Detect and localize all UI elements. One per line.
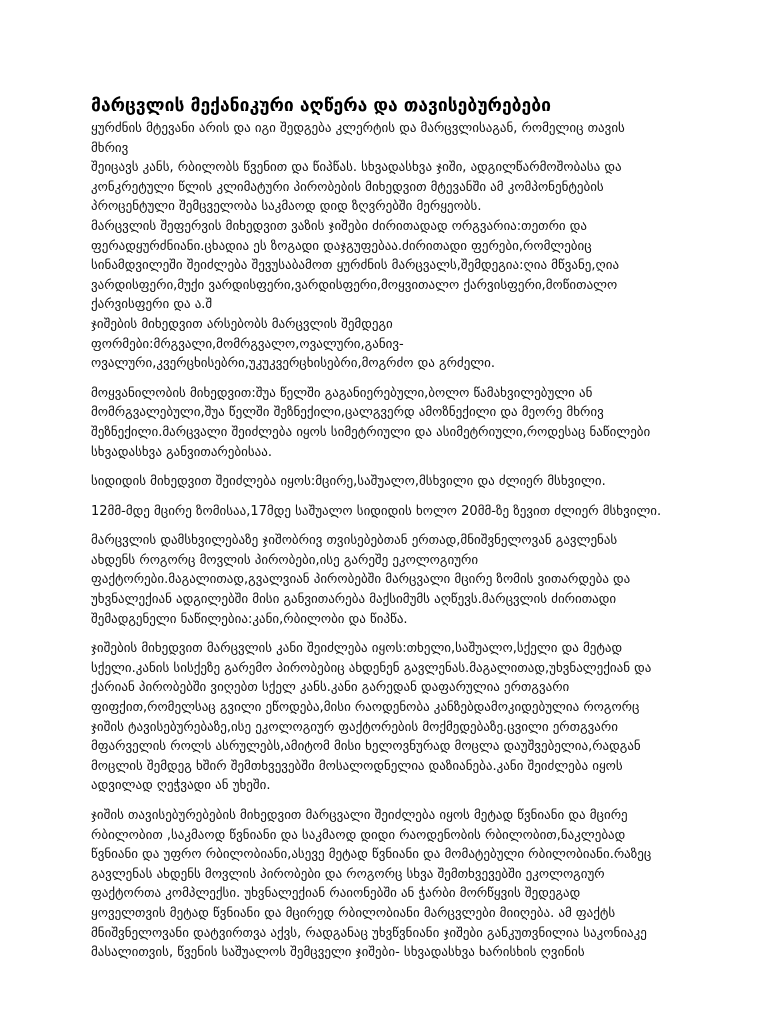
text-line: მფარველის როლს ასრულებს,ამიტომ მისი ხელოვნურად მოცლა დაუშვებელია,რადგან [91,739,641,755]
text-line: ფიფქით,რომელსაც გვილი ეწოდება,მისი რაოდენობა კანზებდამოკიდებულია როგორც [91,700,640,716]
text-line: მომრგვალებული,შუა წელში შეზნექილი,ცალგვერდ ამოზნექილი და მეორე მხრივ [91,405,604,421]
text-line: ახდენს როგორც მოვლის პირობები,ისე გარეშე ეკოლოგიური [91,552,479,568]
text-line: ჯიშის თავისებურებების მიხედვით მარცვალი შეიძლება იყოს მეტად წვნიანი და მცირე [91,808,628,823]
paragraph [91,384,691,462]
text-line: გავლენას ახდენს მოვლის პირობები და როგორც სხვა შემთხვევებში ეკოლოგიურ [91,866,605,882]
text-line: სინამდვილეში შეიძლება შევუსაბამოთ ყურძნის მარცვალს,შემდეგია:ღია მწვანე,ღია [91,258,620,274]
text-line: ადვილად ღეჭვადი ან უხეში. [91,778,271,794]
text-line: მარცვლის შეფერვის მიხედვით ვაზის ჯიშები ძირითადად ორგვარია:თეთრი და [91,218,588,234]
text-line: ჯიშის ტავისებურებაზე,ისე ეკოლოგიურ ფაქტორების მოქმედებაზე.ცვილი ერთგვარი [91,719,618,735]
text-line: შეიცავს კანს, რბილობს წვენით და წიპწას. სხვადასხვა ჯიში, ადგილწარმოშობასა და [91,160,622,176]
intro-paragraph [91,119,691,374]
text-line: მარცვლის დამსხვილებაზე ჯიშობრივ თვისებებთან ერთად,მნიშვნელოვან გავლენას [91,533,618,549]
text-line: მოცლის შემდეგ ხშირ შემთხვევებში მოსალოდნელია დაზიანება.კანი შეიძლება იყოს [91,758,623,774]
text-line: ფაქტორები.მაგალითად,გვალვიან პირობებში მარცვალი მცირე ზომის ვითარდება და [91,572,631,588]
text-line: სიდიდის მიხედვით შეიძლება იყოს:მცირე,საშუალო,მსხვილი და ძლიერ მსხვილი. [91,474,606,490]
paragraph [91,531,691,629]
text-line: შემადგენელი ნაწილებია:კანი,რბილობი და წიპწა. [91,611,408,627]
text-line: შეზნექილი.მარცვალი შეიძლება იყოს სიმეტრიული და ასიმეტრიული,როდესაც ნაწილები [91,424,651,440]
text-line: ფორმები:მრგვალი,მომრგვალო,ოვალური,განივ- [91,336,404,352]
paragraph [91,502,691,522]
paragraph [91,472,691,492]
text-line: მნიშვნელოვანი დატვირთვა აქვს, რადგანაც უხვწვნიანი ჯიშები განკუთვნილია საკონიაკე [91,925,647,941]
text-line: 12მმ-მდე მცირე ზომისაა,17მდე საშუალო სიდიდის ხოლო 20მმ-ზე ზევით ძლიერ მსხვილი. [91,503,662,519]
text-line: მხრივ [91,140,129,156]
paragraph [91,639,691,796]
paragraph-list [91,384,691,963]
text-line: ფერადყურძნიანი.ცხადია ეს ზოგადი დაჯგუფებაა.ძირითადი ფერები,რომლებიც [91,238,592,254]
text-line: სხვადასხვა განვითარებისაა. [91,444,272,460]
text-line: ჯიშების მიხედვით მარცვლის კანი შეიძლება იყოს:თხელი,საშუალო,სქელი და მეტად [91,641,623,657]
document-title: მარცვლის მექანიკური აღწერა და თავისებურებები [91,96,551,116]
text-line: ქარვისფერი და ა.შ [91,297,213,313]
text-line: ვარდისფერი,მუქი ვარდისფერი,ვარდისფერი,მოყვითალო ქარვისფერი,მოწითალო [91,277,618,293]
document-body [91,95,691,973]
text-line: ყურძნის მტევანი არის და იგი შედგება კლერტის და მარცვლისაგან, რომელიც თავის [91,121,625,136]
text-line: უხვნალექიან ადგილებში მისი განვითარება მაქსიმუმს აღწევს.მარცვლის ძირითადი [91,592,617,608]
text-line: მასალითვის, წვენის საშუალოს შემცველი ჯიშები- სხვადასხვა ხარისხის ღვინის [91,945,585,961]
text-line: ქარიან პირობებში ვიღებთ სქელ კანს.კანი გარედან დაფარულია ერთგვარი [91,680,570,696]
text-line: ფაქტორთა კომპლექსი. უხვნალექიან რაიონებში ან ჭარბი მორწყვის შედეგად [91,886,581,902]
text-line: ჯიშების მიხედვით არსებობს მარცვლის შემდეგი [91,316,393,332]
paragraph [91,806,691,963]
text-line: პროცენტული შემცველობა საკმაოდ დიდ ზღვრებში მერყეობს. [91,199,482,215]
text-line: კონკრეტული წლის კლიმატური პირობების მიხედვით მტევანში ამ კომპონენტების [91,179,604,195]
text-line: წვნიანი და უფრო რბილობიანი,ასევე მეტად წვნიანი და მომატებული რბილობიანი.რაზეც [91,847,652,863]
text-line: ყოველთვის მეტად წვნიანი და მცირედ რბილობიანი მარცვლები მიიღება. ამ ფაქტს [91,905,616,921]
text-line: ოვალური,კვერცხისებრი,უკუკვერცხისებრი,მოგრძო და გრძელი. [91,356,496,372]
text-line: მოყვანილობის მიხედვით:შუა წელში გაგანიერებული,ბოლო წამახვილებული ან [91,385,593,401]
text-line: რბილობით ,საკმაოდ წვნიანი და საკმაოდ დიდი რაოდენობის რბილობით,ნაკლებად [91,827,626,843]
text-line: სქელი.კანის სისქეზე გარემო პირობებიც ახდენენ გავლენას.მაგალითად,უხვნალექიან და [91,660,652,676]
